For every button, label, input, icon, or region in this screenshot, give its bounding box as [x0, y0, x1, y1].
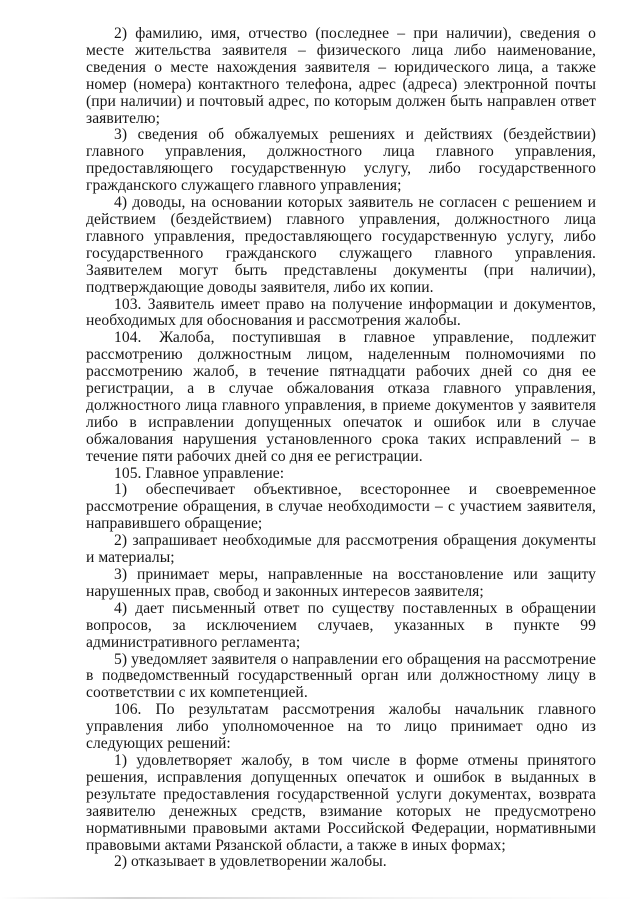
paragraph-106: 106. По результатам рассмотрения жалобы начальник главного управления либо уполномоченное на то лицо принимает одно из следующих решений:: [86, 701, 596, 753]
paragraph-105-item-4: 4) дает письменный ответ по существу поставленных в обращении вопросов, за исключением случаев, указанных в пункте 99 административного регламента;: [86, 599, 596, 651]
paragraph-106-item-2: 2) отказывает в удовлетворении жалобы.: [114, 853, 387, 871]
paragraph-106-item-1: 1) удовлетворяет жалобу, в том числе в форме отмены принятого решения, исправления допущенных опечаток и ошибок в выданных в результате предоставления государственной услуги документах, возврата заявителю денежных средств, взимание которых не предусмотрено нормативными правовыми актами Российской Федерации, нормативными правовыми актами Рязанской области, а также в иных формах;: [86, 751, 596, 854]
paragraph-105-item-3: 3) принимает меры, направленные на восстановление или защиту нарушенных прав, свобод и законных интересов заявителя;: [86, 566, 596, 600]
paragraph-105-item-2: 2) запрашивает необходимые для рассмотрения обращения документы и материалы;: [86, 532, 596, 567]
paragraph-103: 103. Заявитель имеет право на получение информации и документов, необходимых для обоснования и рассмотрения жалобы.: [86, 295, 596, 330]
paragraph-105-item-5: 5) уведомляет заявителя о направлении его обращения на рассмотрение в подведомственный государственный орган или должностному лицу в соответствии с их компетенцией.: [86, 650, 596, 702]
paragraph-105-heading: 105. Главное управление:: [114, 464, 285, 482]
paragraph-item-3: 3) сведения об обжалуемых решениях и действиях (бездействии) главного управления, должностного лица главного управления, предоставляющего государственную услугу, либо государственного гражданского служащего главного управления;: [86, 126, 596, 195]
paragraph-105-item-1: 1) обеспечивает объективное, всестороннее и своевременное рассмотрение обращения, в случае необходимости – с участием заявителя, направившего обращение;: [86, 481, 596, 533]
paragraph-item-4: 4) доводы, на основании которых заявитель не согласен с решением и действием (бездействием) главного управления, должностного лица главного управления, предоставляющего государственную услугу, либо государственного гражданского служащего главного управления. Заявителем могут быть представлены документы (при наличии), подтверждающие доводы заявителя, либо их копии.: [86, 194, 596, 296]
paragraph-104: 104. Жалоба, поступившая в главное управление, подлежит рассмотрению должностным лицом, наделенным полномочиями по рассмотрению жалоб, в течение пятнадцати рабочих дней со дня ее регистрации, а в случае обжалования отказа главного управления, должностного лица главного управления, в приеме документов у заявителя либо в исправлении допущенных опечаток и ошибок или в случае обжалования нарушения установленного срока таких исправлений – в течение пяти рабочих дней со дня ее регистрации.: [86, 329, 596, 465]
scan-edge-mark: [0, 897, 640, 899]
paragraph-item-2: 2) фамилию, имя, отчество (последнее – при наличии), сведения о месте жительства заявителя – физического лица либо наименование, сведения о месте нахождения заявителя – юридического лица, а также номер (номера) контактного телефона, адрес (адреса) электронной почты (при наличии) и почтовый адрес, по которым должен быть направлен ответ заявителю;: [86, 25, 596, 127]
